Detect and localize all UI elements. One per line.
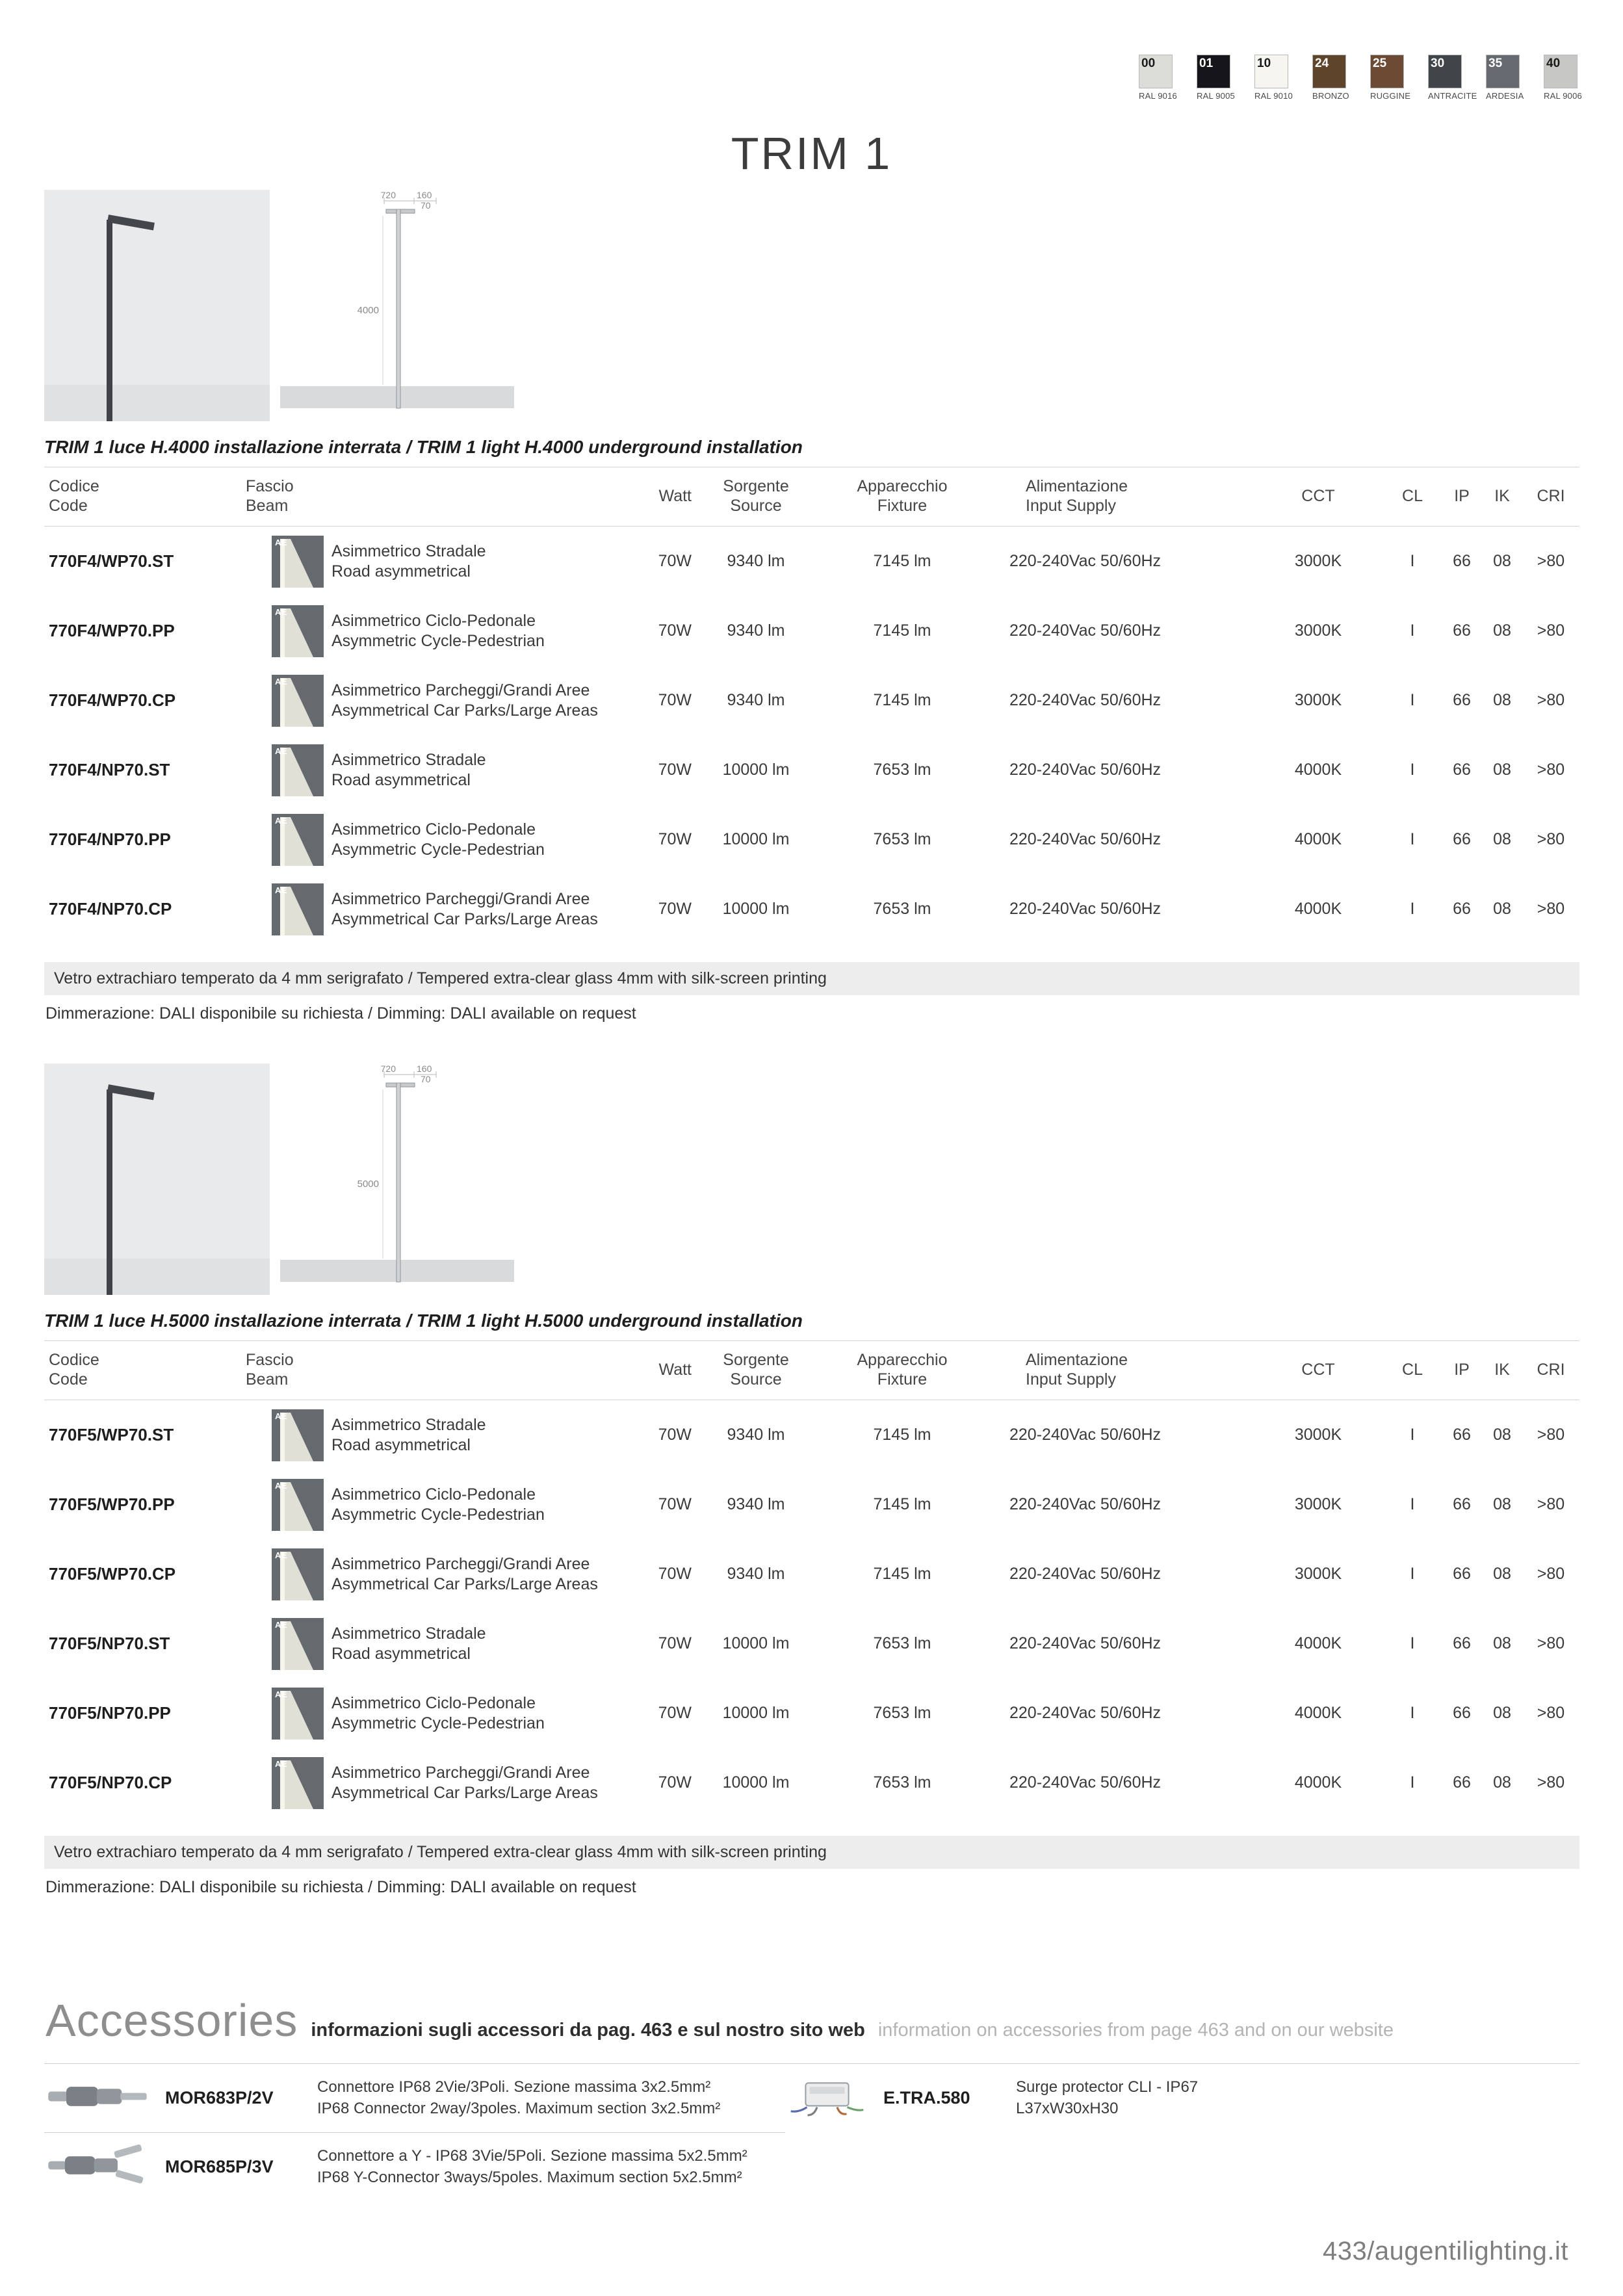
pole-photo-illustration <box>44 1063 270 1295</box>
table-header <box>44 1340 1579 1400</box>
accessories-title: Accessories <box>45 1995 298 2046</box>
cct-value: 3000K <box>1294 691 1342 709</box>
swatch-code: 10 <box>1257 57 1271 70</box>
connector-y-photo <box>45 2145 149 2189</box>
fixture-value: 7653 lm <box>873 761 931 779</box>
header-cri: CRI <box>1537 1361 1565 1379</box>
product-code: 770F5/WP70.ST <box>49 1425 174 1444</box>
dim-mid-label: 160 <box>417 190 432 200</box>
ip-value: 66 <box>1453 691 1471 709</box>
watt-value: 70W <box>658 761 692 779</box>
header-source: Sorgente Source <box>723 477 789 515</box>
swatch-code: 01 <box>1199 57 1214 70</box>
source-value: 9340 lm <box>727 552 785 570</box>
accessory-item <box>785 2064 1579 2132</box>
cct-value: 3000K <box>1294 552 1342 570</box>
cl-value: I <box>1410 900 1415 918</box>
header-fixture: Apparecchio Fixture <box>857 477 948 515</box>
swatch-color-box <box>1139 55 1173 88</box>
swatch-code: 25 <box>1373 57 1387 70</box>
accessory-empty-cell <box>785 2132 1579 2201</box>
finish-swatch <box>1254 55 1293 101</box>
accessories-subtitle-it: informazioni sugli accessori da pag. 463 e sul nostro sito web <box>311 2020 865 2041</box>
source-value: 10000 lm <box>722 1704 790 1722</box>
beam-tag-label: AE <box>275 885 288 895</box>
pole-photo-illustration <box>44 190 270 421</box>
table-row <box>44 735 1579 805</box>
product-code: 770F5/WP70.PP <box>49 1494 175 1514</box>
cl-value: I <box>1410 552 1415 570</box>
finish-swatch <box>1544 55 1582 101</box>
accessories-heading <box>44 1994 1579 2046</box>
watt-value: 70W <box>658 1495 692 1513</box>
ik-value: 08 <box>1493 1426 1511 1444</box>
supply-value: 220-240Vac 50/60Hz <box>1009 621 1162 640</box>
beam-photo-icon <box>272 1757 324 1809</box>
beam-tag-label: AE <box>275 1689 288 1699</box>
supply-value: 220-240Vac 50/60Hz <box>1009 1495 1162 1513</box>
watt-value: 70W <box>658 691 692 709</box>
accessories-list <box>44 2063 1579 2201</box>
watt-value: 70W <box>658 900 692 918</box>
product-code: 770F4/NP70.PP <box>49 829 171 849</box>
source-value: 9340 lm <box>727 1495 785 1513</box>
fixture-value: 7145 lm <box>873 552 931 570</box>
product-table <box>44 1340 1579 1818</box>
section-h5000 <box>44 1063 1579 1897</box>
source-value: 10000 lm <box>722 830 790 848</box>
finish-swatch <box>1197 55 1235 101</box>
swatch-label: RAL 9016 <box>1139 91 1177 101</box>
table-row <box>44 1400 1579 1470</box>
accessory-code: MOR683P/2V <box>165 2088 274 2107</box>
beam-photo-icon <box>272 883 324 935</box>
technical-drawing <box>280 190 514 421</box>
fixture-value: 7653 lm <box>873 1773 931 1792</box>
beam-tag-label: AE <box>275 1619 288 1630</box>
accessory-code: MOR685P/3V <box>165 2157 274 2176</box>
product-image-row <box>44 190 1579 421</box>
dim-head-label: 720 <box>380 190 396 200</box>
cct-value: 3000K <box>1294 1495 1342 1513</box>
cct-value: 4000K <box>1294 1773 1342 1792</box>
beam-photo-icon <box>272 1479 324 1531</box>
ip-value: 66 <box>1453 1634 1471 1652</box>
section-heading: TRIM 1 luce H.5000 installazione interrata / TRIM 1 light H.5000 underground installation <box>44 1311 803 1331</box>
swatch-code: 40 <box>1546 57 1561 70</box>
ik-value: 08 <box>1493 900 1511 918</box>
beam-photo-icon <box>272 1618 324 1670</box>
table-header <box>44 467 1579 527</box>
cct-value: 4000K <box>1294 761 1342 779</box>
beam-photo-icon <box>272 814 324 866</box>
header-ik: IK <box>1494 487 1510 505</box>
cct-value: 4000K <box>1294 1634 1342 1652</box>
supply-value: 220-240Vac 50/60Hz <box>1009 761 1162 779</box>
beam-tag-label: AE <box>275 537 288 547</box>
beam-cell <box>246 605 636 657</box>
cct-value: 3000K <box>1294 1426 1342 1444</box>
beam-cell <box>246 814 636 866</box>
section-heading: TRIM 1 luce H.4000 installazione interrata / TRIM 1 light H.4000 underground installation <box>44 437 803 457</box>
watt-value: 70W <box>658 1773 692 1792</box>
header-cl: CL <box>1402 1361 1423 1379</box>
accessory-description: Surge protector CLI - IP67 L37xW30xH30 <box>1016 2078 1199 2117</box>
beam-photo-icon <box>272 744 324 796</box>
swatch-code: 24 <box>1315 57 1329 70</box>
dim-small-label: 70 <box>421 200 431 211</box>
beam-cell <box>246 1688 636 1740</box>
finish-swatch-strip <box>1139 55 1582 101</box>
source-value: 10000 lm <box>722 900 790 918</box>
dim-head-label: 720 <box>380 1063 396 1074</box>
swatch-code: 35 <box>1488 57 1503 70</box>
supply-value: 220-240Vac 50/60Hz <box>1009 830 1162 848</box>
beam-tag-label: AE <box>275 676 288 686</box>
cri-value: >80 <box>1537 1426 1565 1444</box>
header-supply: Alimentazione Input Supply <box>1026 1351 1128 1389</box>
beam-tag-label: AE <box>275 815 288 826</box>
swatch-label: RAL 9006 <box>1544 91 1582 101</box>
beam-description: Asimmetrico Ciclo-Pedonale Asymmetric Cycle-Pedestrian <box>331 1694 545 1732</box>
fixture-value: 7653 lm <box>873 1704 931 1722</box>
cl-value: I <box>1410 761 1415 779</box>
swatch-code: 30 <box>1431 57 1445 70</box>
swatch-label: RUGGINE <box>1370 91 1411 101</box>
table-row <box>44 1539 1579 1609</box>
beam-cell <box>246 675 636 727</box>
source-value: 9340 lm <box>727 691 785 709</box>
beam-cell <box>246 1409 636 1461</box>
header-watt: Watt <box>658 1361 692 1379</box>
beam-tag-label: AE <box>275 1550 288 1560</box>
fixture-value: 7145 lm <box>873 1565 931 1583</box>
accessory-item <box>44 2064 785 2132</box>
swatch-color-box <box>1312 55 1346 88</box>
supply-value: 220-240Vac 50/60Hz <box>1009 691 1162 709</box>
accessory-description: Connettore a Y - IP68 3Vie/5Poli. Sezione massima 5x2.5mm² IP68 Y-Connector 3ways/5poles. Maximum section 5x2.5mm² <box>317 2147 747 2186</box>
cri-value: >80 <box>1537 1565 1565 1583</box>
supply-value: 220-240Vac 50/60Hz <box>1009 1704 1162 1722</box>
cri-value: >80 <box>1537 900 1565 918</box>
swatch-color-box <box>1197 55 1230 88</box>
product-code: 770F5/NP70.CP <box>49 1773 172 1792</box>
watt-value: 70W <box>658 830 692 848</box>
product-image-row <box>44 1063 1579 1295</box>
fixture-value: 7653 lm <box>873 1634 931 1652</box>
swatch-color-box <box>1486 55 1520 88</box>
beam-tag-label: AE <box>275 1480 288 1491</box>
beam-cell <box>246 744 636 796</box>
supply-value: 220-240Vac 50/60Hz <box>1009 900 1162 918</box>
cl-value: I <box>1410 1704 1415 1722</box>
beam-photo-icon <box>272 536 324 588</box>
product-photo <box>44 190 270 421</box>
pole-height-label: 4000 <box>357 305 379 316</box>
watt-value: 70W <box>658 621 692 640</box>
cl-value: I <box>1410 621 1415 640</box>
fixture-value: 7145 lm <box>873 691 931 709</box>
beam-tag-label: AE <box>275 1411 288 1421</box>
swatch-label: ARDESIA <box>1486 91 1524 101</box>
cri-value: >80 <box>1537 1495 1565 1513</box>
section-h4000 <box>44 190 1579 1023</box>
accessories-row <box>44 2132 1579 2201</box>
beam-photo-icon <box>272 605 324 657</box>
beam-description: Asimmetrico Parcheggi/Grandi Aree Asymmetrical Car Parks/Large Areas <box>331 1555 598 1593</box>
cri-value: >80 <box>1537 1704 1565 1722</box>
swatch-color-box <box>1428 55 1462 88</box>
header-fixture: Apparecchio Fixture <box>857 1351 948 1389</box>
header-supply: Alimentazione Input Supply <box>1026 477 1128 515</box>
header-source: Sorgente Source <box>723 1351 789 1389</box>
header-cri: CRI <box>1537 487 1565 505</box>
supply-value: 220-240Vac 50/60Hz <box>1009 1565 1162 1583</box>
dim-small-label: 70 <box>421 1074 431 1084</box>
cct-value: 3000K <box>1294 1565 1342 1583</box>
source-value: 9340 lm <box>727 1565 785 1583</box>
swatch-label: ANTRACITE <box>1428 91 1477 101</box>
ik-value: 08 <box>1493 691 1511 709</box>
beam-cell <box>246 883 636 935</box>
finish-swatch <box>1486 55 1524 101</box>
product-code: 770F4/WP70.CP <box>49 690 176 710</box>
ip-value: 66 <box>1453 900 1471 918</box>
watt-value: 70W <box>658 1634 692 1652</box>
accessory-item <box>44 2132 785 2201</box>
swatch-code: 00 <box>1141 57 1156 70</box>
product-table <box>44 467 1579 944</box>
ik-value: 08 <box>1493 1634 1511 1652</box>
cl-value: I <box>1410 1495 1415 1513</box>
source-value: 10000 lm <box>722 1773 790 1792</box>
dali-note: Dimmerazione: DALI disponibile su richiesta / Dimming: DALI available on request <box>45 1878 636 1896</box>
beam-photo-icon <box>272 675 324 727</box>
ik-value: 08 <box>1493 1565 1511 1583</box>
table-row <box>44 527 1579 596</box>
product-code: 770F5/NP70.ST <box>49 1634 170 1653</box>
ik-value: 08 <box>1493 830 1511 848</box>
beam-tag-label: AE <box>275 607 288 617</box>
beam-description: Asimmetrico Stradale Road asymmetrical <box>331 751 486 789</box>
header-beam: Fascio Beam <box>246 1351 294 1389</box>
cl-value: I <box>1410 1634 1415 1652</box>
fixture-value: 7653 lm <box>873 830 931 848</box>
beam-description: Asimmetrico Stradale Road asymmetrical <box>331 1624 486 1663</box>
swatch-label: BRONZO <box>1312 91 1349 101</box>
pole-height-label: 5000 <box>357 1179 379 1190</box>
supply-value: 220-240Vac 50/60Hz <box>1009 1773 1162 1792</box>
cri-value: >80 <box>1537 1634 1565 1652</box>
dali-note: Dimmerazione: DALI disponibile su richiesta / Dimming: DALI available on request <box>45 1004 636 1023</box>
ik-value: 08 <box>1493 1495 1511 1513</box>
swatch-color-box <box>1254 55 1288 88</box>
source-value: 10000 lm <box>722 761 790 779</box>
header-ip: IP <box>1454 487 1470 505</box>
fixture-value: 7145 lm <box>873 1495 931 1513</box>
beam-photo-icon <box>272 1688 324 1740</box>
table-row <box>44 1609 1579 1678</box>
supply-value: 220-240Vac 50/60Hz <box>1009 1634 1162 1652</box>
table-row <box>44 1748 1579 1818</box>
ik-value: 08 <box>1493 621 1511 640</box>
dim-mid-label: 160 <box>417 1063 432 1074</box>
ip-value: 66 <box>1453 552 1471 570</box>
product-code: 770F5/WP70.CP <box>49 1564 176 1584</box>
ip-value: 66 <box>1453 761 1471 779</box>
cct-value: 4000K <box>1294 1704 1342 1722</box>
swatch-label: RAL 9005 <box>1197 91 1235 101</box>
beam-description: Asimmetrico Ciclo-Pedonale Asymmetric Cycle-Pedestrian <box>331 1485 545 1524</box>
product-code: 770F4/WP70.ST <box>49 551 174 571</box>
cri-value: >80 <box>1537 691 1565 709</box>
beam-description: Asimmetrico Parcheggi/Grandi Aree Asymmetrical Car Parks/Large Areas <box>331 681 598 720</box>
beam-description: Asimmetrico Stradale Road asymmetrical <box>331 1416 486 1454</box>
beam-photo-icon <box>272 1548 324 1600</box>
glass-note: Vetro extrachiaro temperato da 4 mm serigrafato / Tempered extra-clear glass 4mm with silk-screen printing <box>44 1836 1579 1869</box>
beam-cell <box>246 1618 636 1670</box>
beam-cell <box>246 1757 636 1809</box>
product-photo <box>44 1063 270 1295</box>
table-row <box>44 1678 1579 1748</box>
finish-swatch <box>1370 55 1411 101</box>
ip-value: 66 <box>1453 1426 1471 1444</box>
header-cct: CCT <box>1301 487 1335 505</box>
swatch-label: RAL 9010 <box>1254 91 1293 101</box>
header-cct: CCT <box>1301 1361 1335 1379</box>
beam-tag-label: AE <box>275 746 288 756</box>
ip-value: 66 <box>1453 1565 1471 1583</box>
swatch-color-box <box>1544 55 1578 88</box>
product-code: 770F4/NP70.CP <box>49 899 172 919</box>
accessories-subtitle-en: information on accessories from page 463 and on our website <box>877 2020 1394 2041</box>
cct-value: 4000K <box>1294 900 1342 918</box>
ip-value: 66 <box>1453 621 1471 640</box>
product-code: 770F4/NP70.ST <box>49 760 170 779</box>
cri-value: >80 <box>1537 621 1565 640</box>
table-row <box>44 874 1579 944</box>
page-title: TRIM 1 <box>731 128 892 179</box>
cri-value: >80 <box>1537 552 1565 570</box>
accessory-description: Connettore IP68 2Vie/3Poli. Sezione massima 3x2.5mm² IP68 Connector 2way/3poles. Maximum section 3x2.5mm² <box>317 2078 721 2117</box>
ip-value: 66 <box>1453 1704 1471 1722</box>
ik-value: 08 <box>1493 1773 1511 1792</box>
table-row <box>44 1470 1579 1539</box>
beam-cell <box>246 536 636 588</box>
watt-value: 70W <box>658 552 692 570</box>
beam-cell <box>246 1479 636 1531</box>
header-ip: IP <box>1454 1361 1470 1379</box>
beam-description: Asimmetrico Stradale Road asymmetrical <box>331 542 486 581</box>
ik-value: 08 <box>1493 552 1511 570</box>
header-ik: IK <box>1494 1361 1510 1379</box>
finish-swatch <box>1139 55 1177 101</box>
cl-value: I <box>1410 830 1415 848</box>
cri-value: >80 <box>1537 1773 1565 1792</box>
table-row <box>44 596 1579 666</box>
beam-cell <box>246 1548 636 1600</box>
accessories-section <box>44 1994 1579 2201</box>
watt-value: 70W <box>658 1426 692 1444</box>
header-cl: CL <box>1402 487 1423 505</box>
connector-2way-photo <box>45 2076 149 2120</box>
beam-description: Asimmetrico Parcheggi/Grandi Aree Asymmetrical Car Parks/Large Areas <box>331 1764 598 1802</box>
ip-value: 66 <box>1453 830 1471 848</box>
product-code: 770F5/NP70.PP <box>49 1703 171 1723</box>
surge-protector-photo <box>786 2076 868 2120</box>
source-value: 9340 lm <box>727 1426 785 1444</box>
ik-value: 08 <box>1493 1704 1511 1722</box>
cl-value: I <box>1410 1565 1415 1583</box>
fixture-value: 7145 lm <box>873 1426 931 1444</box>
glass-note: Vetro extrachiaro temperato da 4 mm serigrafato / Tempered extra-clear glass 4mm with silk-screen printing <box>44 962 1579 995</box>
fixture-value: 7145 lm <box>873 621 931 640</box>
page-footer: 433/augentilighting.it <box>1323 2237 1568 2265</box>
cri-value: >80 <box>1537 761 1565 779</box>
header-watt: Watt <box>658 487 692 505</box>
technical-drawing <box>280 1063 514 1295</box>
table-row <box>44 666 1579 735</box>
supply-value: 220-240Vac 50/60Hz <box>1009 1426 1162 1444</box>
accessory-code: E.TRA.580 <box>883 2088 970 2107</box>
header-code: Codice Code <box>49 1351 99 1389</box>
beam-description: Asimmetrico Ciclo-Pedonale Asymmetric Cycle-Pedestrian <box>331 820 545 859</box>
cri-value: >80 <box>1537 830 1565 848</box>
watt-value: 70W <box>658 1704 692 1722</box>
watt-value: 70W <box>658 1565 692 1583</box>
source-value: 9340 lm <box>727 621 785 640</box>
ip-value: 66 <box>1453 1773 1471 1792</box>
table-row <box>44 805 1579 874</box>
source-value: 10000 lm <box>722 1634 790 1652</box>
cct-value: 3000K <box>1294 621 1342 640</box>
cl-value: I <box>1410 691 1415 709</box>
finish-swatch <box>1428 55 1477 101</box>
cct-value: 4000K <box>1294 830 1342 848</box>
cl-value: I <box>1410 1773 1415 1792</box>
ip-value: 66 <box>1453 1495 1471 1513</box>
supply-value: 220-240Vac 50/60Hz <box>1009 552 1162 570</box>
finish-swatch <box>1312 55 1349 101</box>
ik-value: 08 <box>1493 761 1511 779</box>
accessories-row <box>44 2063 1579 2132</box>
product-code: 770F4/WP70.PP <box>49 621 175 640</box>
header-code: Codice Code <box>49 477 99 515</box>
beam-photo-icon <box>272 1409 324 1461</box>
beam-description: Asimmetrico Ciclo-Pedonale Asymmetric Cycle-Pedestrian <box>331 612 545 650</box>
beam-description: Asimmetrico Parcheggi/Grandi Aree Asymmetrical Car Parks/Large Areas <box>331 890 598 928</box>
swatch-color-box <box>1370 55 1404 88</box>
header-beam: Fascio Beam <box>246 477 294 515</box>
beam-tag-label: AE <box>275 1758 288 1769</box>
fixture-value: 7653 lm <box>873 900 931 918</box>
cl-value: I <box>1410 1426 1415 1444</box>
